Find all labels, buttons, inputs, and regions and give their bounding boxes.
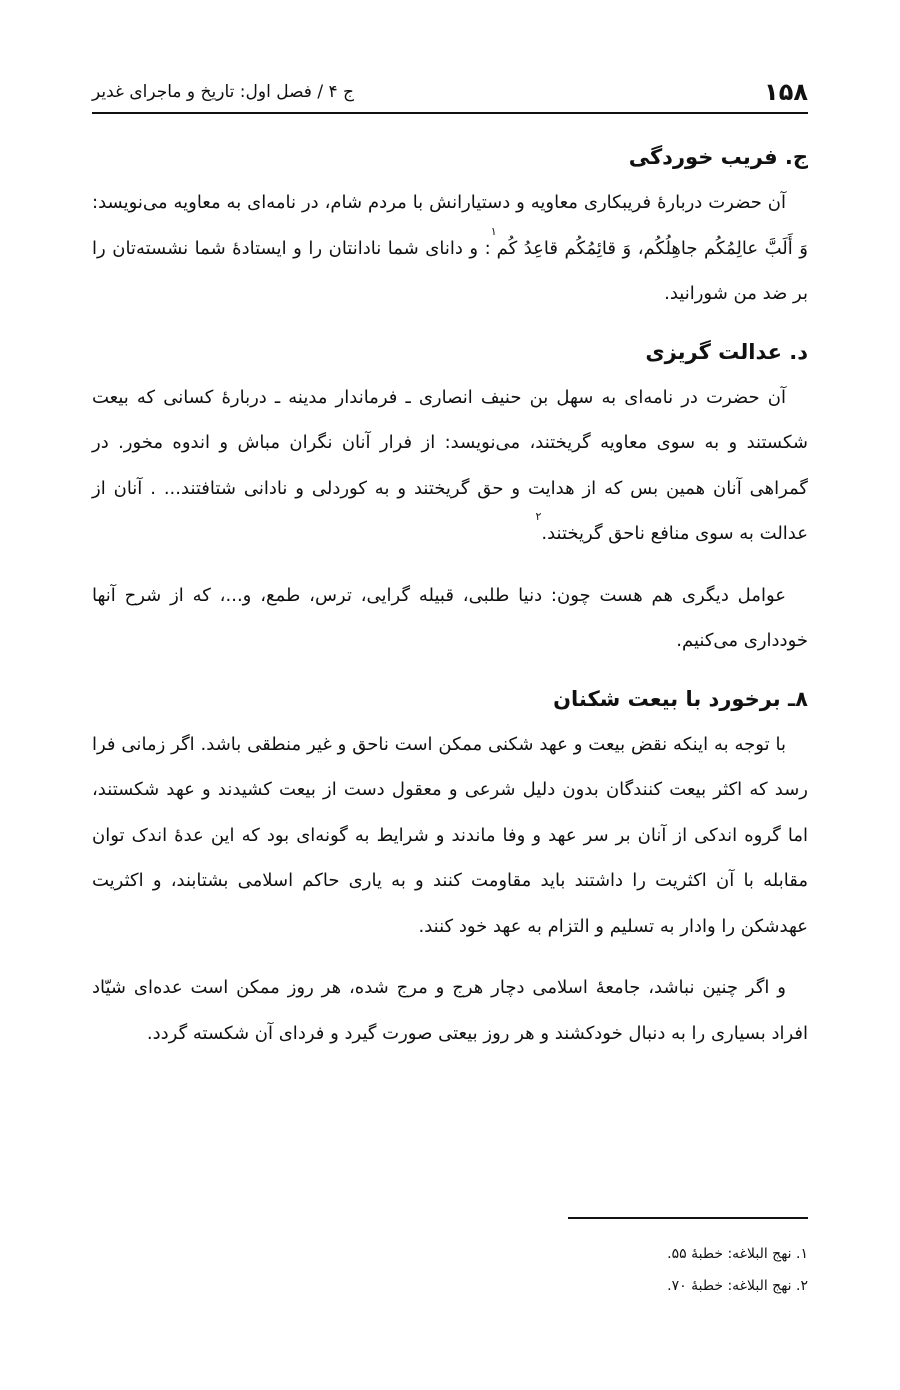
footnote-ref[interactable]: ۱ — [490, 224, 497, 238]
paragraph: و اگر چنین نباشد، جامعهٔ اسلامی دچار هرج و مرج شده، هر روز ممکن است عده‌ای شیّاد افراد بسیاری را به دنبال خودکشند و هر روز بیعتی صورت گیرد و فردای آن شکسته گردد. — [92, 977, 808, 1044]
paragraph: عوامل دیگری هم هست چون: دنیا طلبی، قبیله گرایی، ترس، طمع، و...، که از شرح آنها خودداری می‌کنیم. — [92, 584, 808, 651]
page-number: ۱۵۸ — [764, 78, 808, 106]
paragraph: با توجه به اینکه نقض بیعت و عهد شکنی ممکن است ناحق و غیر منطقی باشد. اگر زمانی فرا رسد که اکثر بیعت کنندگان بدون دلیل شرعی و معقول دست از بیعت کشیدند و عهد شکستند، اما گروه اندکی از آنان بر سر عهد و وفا ماندند و شرایط به گونه‌ای بود که این عدهٔ اندک توان مقابله با آن اکثریت را داشتند باید مقاومت کنند و به یاری حاکم اسلامی بشتابند، و اکثریت عهدشکن را وادار به تسلیم و التزام به عهد خود کنند. — [92, 733, 808, 937]
section-heading: د. عدالت گریزی — [645, 339, 808, 364]
paragraph: آن حضرت دربارهٔ فریبکاری معاویه و دستیارانش با مردم شام، در نامه‌ای به معاویه می‌نویسد: وَ أَلَبَّ عالِمُکُم جاهِلُکُم، وَ قائِمُکُم قاعِدُ کُم$^۱$: و دانای شما نادانتان را و ایستادهٔ شما نشسته‌تان را بر ضد من شورانید. — [92, 192, 808, 304]
book-page — [92, 0, 808, 1390]
paragraph: آن حضرت در نامه‌ای به سهل بن حنیف انصاری ـ فرماندار مدینه ـ دربارهٔ کسانی که بیعت شکستند و به سوی معاویه گریختند، می‌نویسد: از فرار آنان نگران مباش و اندوه مخور. در گمراهی آنان همین بس که از هدایت و حق گریختند و به کوردلی و نادانی شتافتند... . آنان از عدالت به سوی منافع ناحق گریختند.$^۲$ — [92, 386, 808, 544]
footnote-ref[interactable]: ۲ — [535, 510, 542, 523]
page-header — [92, 72, 808, 114]
footnote-divider — [568, 1217, 808, 1219]
running-head: ج ۴ / فصل اول: تاریخ و ماجرای غدیر — [92, 82, 355, 102]
footnote: ۲. نهج البلاغه: خطبهٔ ۷۰. — [667, 1278, 808, 1294]
page-body — [92, 140, 808, 1056]
footnote: ۱. نهج البلاغه: خطبهٔ ۵۵. — [667, 1246, 808, 1262]
footnotes — [92, 1238, 808, 1302]
section-heading: ۸ـ برخورد با بیعت شکنان — [553, 686, 808, 711]
section-heading: ج. فریب خوردگی — [628, 145, 808, 169]
